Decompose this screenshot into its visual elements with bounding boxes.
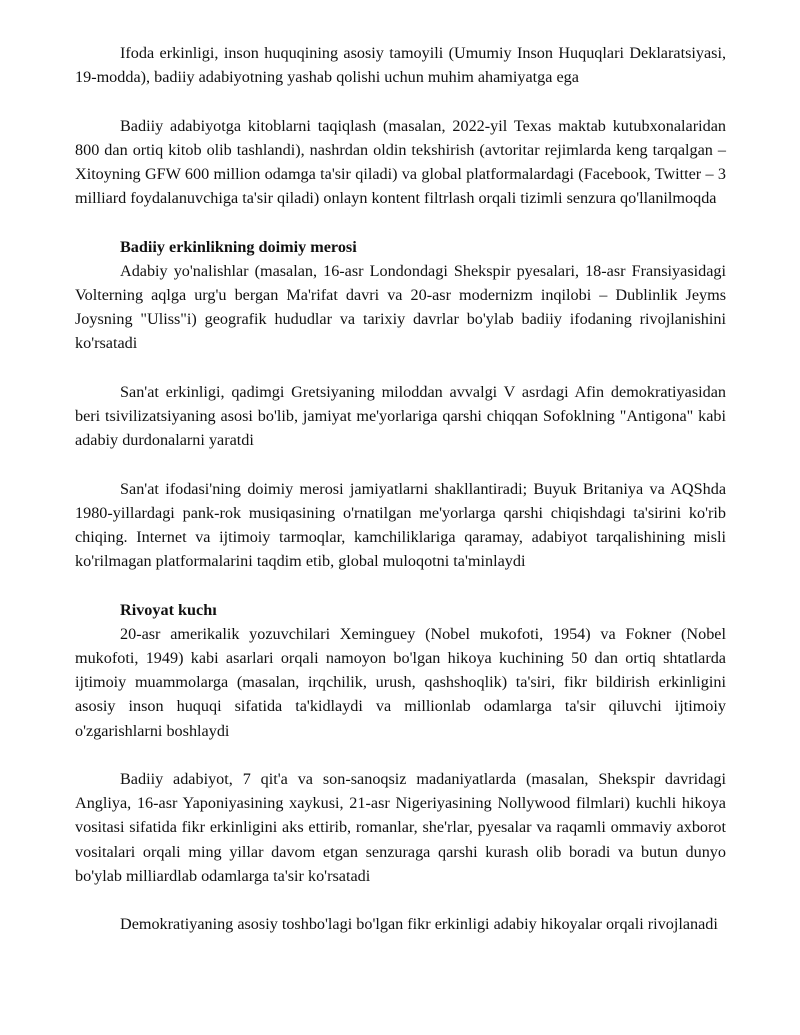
section-badiiy-erkinlik (75, 235, 726, 574)
paragraph: 20-asr amerikalik yozuvchilari Xeminguey (Nobel mukofoti, 1954) va Fokner (Nobel mukofoti, 1949) kabi asarlari orqali namoyon bo'lgan hikoya kuchining 50 dan ortiq shtatlarda ijtimoiy muammolarga (masalan, irqchilik, urush, qashshoqlik) ta'siri, fikr bildirish erkinligini asosiy inson huquqi sifatida ta'kidlaydi va millionlab odamlarga ta'sir qiluvchi ijtimoiy o'zgarishlarni boshlaydi (75, 624, 726, 740)
section-rivoyat-kuchi (75, 598, 726, 937)
section-heading: Badiiy erkinlikning doimiy merosi (120, 237, 357, 256)
paragraph: San'at ifodasi'ning doimiy merosi jamiyatlarni shakllantiradi; Buyuk Britaniya va AQShda 1980-yillardagi pank-rok musiqasining o'rnatilgan me'yorlarga qarshi chiqishdagi ta'sirini ko'rib chiqing. Internet va ijtimoiy tarmoqlar, kamchiliklariga qaramay, adabiyot tarqalishining misli ko'rilmagan platformalarini taqdim etib, global muloqotni ta'minlaydi (75, 479, 726, 571)
paragraph: Badiiy adabiyot, 7 qit'a va son-sanoqsiz madaniyatlarda (masalan, Shekspir davridagi Angliya, 16-asr Yaponiyasining xaykusi, 21-asr Nigeriyasining Nollywood filmlari) kuchli hikoya vositasi sifatida fikr erkinligini aks ettirib, romanlar, she'rlar, pyesalar va raqamli ommaviy axborot vositalari orqali ming yillar davom etgan senzuraga qarshi kurash olib boradi va butun dunyo bo'ylab milliardlab odamlarga ta'sir ko'rsatadi (75, 770, 726, 885)
document-page (75, 41, 726, 961)
paragraph-intro-2: Badiiy adabiyotga kitoblarni taqiqlash (masalan, 2022-yil Texas maktab kutubxonalaridan 800 dan ortiq kitob olib tashlandi), nashrdan oldin tekshirish (avtoritar rejimlarda keng tarqalgan – Xitoyning GFW 600 million odamga ta'sir qiladi) va global platformalardagi (Facebook, Twitter – 3 milliard foydalanuvchiga ta'sir qiladi) onlayn kontent filtrlash orqali tizimli senzura qo'llanilmoqda (75, 116, 726, 208)
section-heading: Rivoyat kuchı (120, 600, 217, 619)
paragraph: Adabiy yo'nalishlar (masalan, 16-asr Londondagi Shekspir pyesalari, 18-asr Fransiyasidagi Volterning aqlga urg'u bergan Ma'rifat davri va 20-asr modernizm inqilobi – Dublinlik Jeyms Joysning "Uliss"i) geografik hududlar va tarixiy davrlar bo'ylab badiiy ifodaning rivojlanishini ko'rsatadi (75, 261, 726, 353)
paragraph: Demokratiyaning asosiy toshbo'lagi bo'lgan fikr erkinligi adabiy hikoyalar orqali rivojlanadi (120, 915, 718, 934)
paragraph: San'at erkinligi, qadimgi Gretsiyaning miloddan avvalgi V asrdagi Afin demokratiyasidan beri tsivilizatsiyaning asosi bo'lib, jamiyat me'yorlariga qarshi chiqqan Sofoklning "Antigona" kabi adabiy durdonalarni yaratdi (75, 382, 726, 450)
paragraph-intro-1: Ifoda erkinligi, inson huquqining asosiy tamoyili (Umumiy Inson Huquqlari Deklaratsiyasi, 19-modda), badiiy adabiyotning yashab qolishi uchun muhim ahamiyatga ega (75, 44, 726, 87)
